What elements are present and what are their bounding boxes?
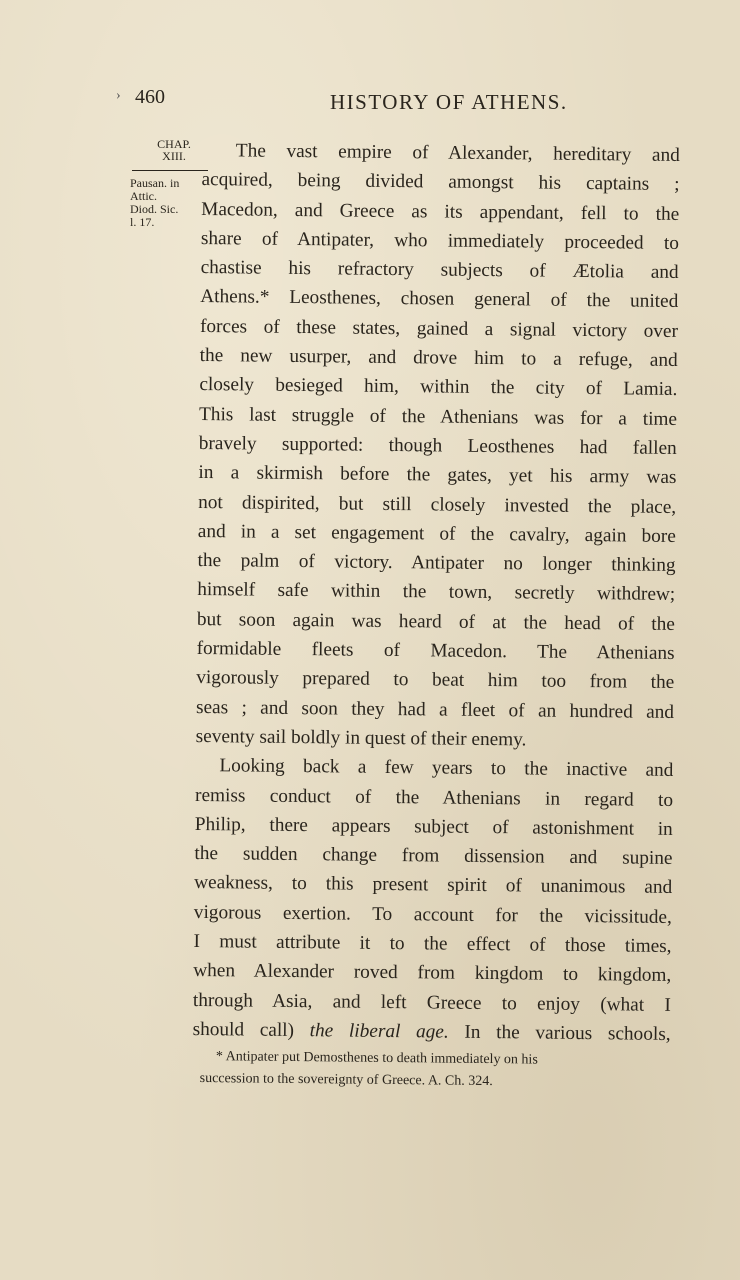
text-line: the sudden change from dissension and supine [194, 843, 673, 870]
text-line: bravely supported: though Leosthenes had fallen [198, 432, 677, 459]
main-text [192, 136, 679, 1049]
text-line: chastise his refractory subjects of Ætolia and [200, 257, 679, 284]
citation-line: Pausan. in [130, 176, 180, 190]
text-line: The vast empire of Alexander, hereditary and [235, 140, 680, 167]
text-line: but soon again was heard of at the head of the [196, 608, 676, 635]
text-line: Athens.* Leosthenes, chosen general of the united [200, 286, 679, 313]
text-line: acquired, being divided amongst his captains ; [201, 169, 680, 196]
text-line: I must attribute it to the effect of those times, [193, 930, 672, 957]
text-line: Philip, there appears subject of astonishment in [194, 813, 673, 840]
running-title: HISTORY OF ATHENS. [330, 90, 568, 114]
footnote-line: * Antipater put Demosthenes to death immediately on his [215, 1049, 538, 1068]
citation-line: l. 17. [130, 215, 155, 229]
text-line: remiss conduct of the Athenians in regard to [194, 784, 674, 811]
text-line: weakness, to this present spirit of unanimous and [194, 872, 673, 899]
citation-line: Attic. [130, 189, 157, 203]
chap-number: XIII. [162, 149, 186, 163]
text-line: Looking back a few years to the inactive and [219, 755, 674, 782]
chapter-label [140, 138, 208, 162]
citation-line: Diod. Sic. [130, 202, 179, 216]
text-line: forces of these states, gained a signal victory over [199, 315, 679, 342]
footnote-line: succession to the sovereignty of Greece. A. Ch. 324. [199, 1070, 493, 1090]
text-segment: should call) [192, 1018, 295, 1041]
text-line: himself safe within the town, secretly withdrew; [197, 579, 676, 606]
page-mark: › [116, 88, 121, 103]
text-line: and in a set engagement of the cavalry, again bore [197, 520, 676, 547]
text-line: seventy sail boldly in quest of their enemy. [195, 725, 527, 751]
page-number: 460 [135, 86, 165, 108]
text-line: not dispirited, but still closely invested the place, [198, 491, 677, 518]
text-line: the palm of victory. Antipater no longer thinking [197, 550, 676, 577]
margin-citations [130, 177, 210, 229]
text-line: in a skirmish before the gates, yet his army was [198, 462, 677, 489]
text-line: This last struggle of the Athenians was for a time [198, 403, 678, 430]
chapter-rule [132, 170, 208, 171]
footnote [200, 1046, 678, 1095]
text-segment: In the various schools, [464, 1021, 671, 1045]
margin-notes [130, 138, 210, 229]
text-line: vigorous exertion. To account for the vicissitude, [193, 901, 672, 928]
page-header [0, 86, 740, 116]
text-line: through Asia, and left Greece to enjoy (what I [192, 989, 672, 1016]
text-line [192, 1015, 670, 1049]
text-line: closely besieged him, within the city of Lamia. [199, 374, 678, 401]
text-line: Macedon, and Greece as its appendant, fell to the [201, 198, 680, 225]
italic-phrase: the liberal age. [309, 1020, 449, 1043]
text-line: formidable fleets of Macedon. The Athenians [196, 638, 675, 665]
text-line: the new usurper, and drove him to a refuge, and [199, 345, 678, 372]
text-line: when Alexander roved from kingdom to kingdom, [193, 960, 672, 987]
text-line: vigorously prepared to beat him too from the [196, 667, 675, 694]
chap-word: CHAP. [157, 137, 191, 151]
text-line: share of Antipater, who immediately proceeded to [200, 227, 680, 254]
text-line: seas ; and soon they had a fleet of an hundred and [195, 696, 675, 723]
